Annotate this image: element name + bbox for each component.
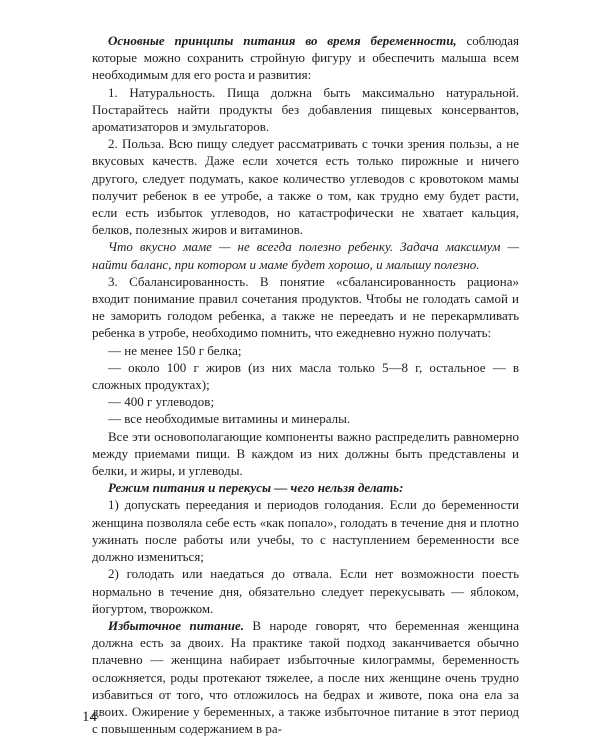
regime-heading: Режим питания и перекусы — чего нельзя делать: [108, 480, 404, 496]
distribution-paragraph: Все эти основополагающие компоненты важно распределить равномерно между приемами пищи. В каждом из них должны быть представлены и белки, и жиры, и углеводы. [92, 428, 519, 479]
excess-paragraph [92, 617, 519, 737]
principle-naturalness: 1. Натуральность. Пища должна быть максимально натуральной. Постарайтесь найти продукты без добавления пищевых консервантов, ароматизаторов и эмульгаторов. [92, 84, 519, 135]
page-body [92, 32, 519, 737]
daily-item-carbs: — 400 г углеводов; [108, 394, 215, 410]
intro-text: соблюдая которые можно сохранить стройную фигуру и обеспечить малыша всем необходимым для его роста и развития: [92, 33, 519, 83]
page-number: 14 [82, 709, 97, 725]
intro-paragraph [92, 32, 519, 84]
regime-item-2: 2) голодать или наедаться до отвала. Если нет возможности поесть нормально в течение дня, обязательно следует перекусывать — яблоком, йогуртом, творожком. [92, 566, 519, 616]
excess-heading: Избыточное питание. [108, 617, 245, 633]
regime-item-1: 1) допускать переедания и периодов голодания. Если до беременности женщина позволяла себе есть «как попало», голодать в течение дня и плотно ужинать после работы или учебы, то с наступлением беременности все должно измениться; [92, 497, 519, 565]
principle-benefit: 2. Польза. Всю пищу следует рассматривать с точки зрения пользы, а не вкусовых качеств. Даже если хочется есть только пирожные и ничего другого, следует подумать, какое количество углеводов с кровотоком мамы получит ребенок в ее утробе, а также о том, как трудно ему будет расти, если есть избыток углеводов, но катастрофически не хватает кальция, белков, полезных жиров и витаминов. [92, 136, 519, 238]
excess-text: В народе говорят, что беременная женщина должна есть за двоих. На практике такой подход заканчивается обычно плачевно — женщина набирает избыточные килограммы, беременность осложняется, роды протекают тяжелее, а после них женщине очень трудно избавиться от того, что отложилось на бедрах и животе, пока она ела за двоих. Ожирение у беременных, а также избыточное питание в этот период с повышенным содержанием в ра- [92, 617, 519, 737]
daily-item-protein: — не менее 150 г белка; [108, 342, 242, 358]
daily-item-fats: — около 100 г жиров (из них масла только 5—8 г, остальное — в сложных продуктах); [92, 359, 519, 393]
principle-balance: 3. Сбалансированность. В понятие «сбалансированность рациона» входит понимание правил сочетания продуктов. Чтобы не голодать самой и не заморить голодом ребенка, а также не переедать и не перекармливать ребенка в утробе, необходимо помнить, что ежедневно нужно получать: [92, 273, 519, 341]
intro-heading: Основные принципы питания во время беременности, [108, 33, 457, 48]
daily-item-vitamins: — все необходимые витамины и минералы. [108, 411, 351, 427]
italic-note: Что вкусно маме — не всегда полезно ребенку. Задача максимум — найти баланс, при котором и маме будет хорошо, и малышу полезно. [92, 239, 519, 272]
